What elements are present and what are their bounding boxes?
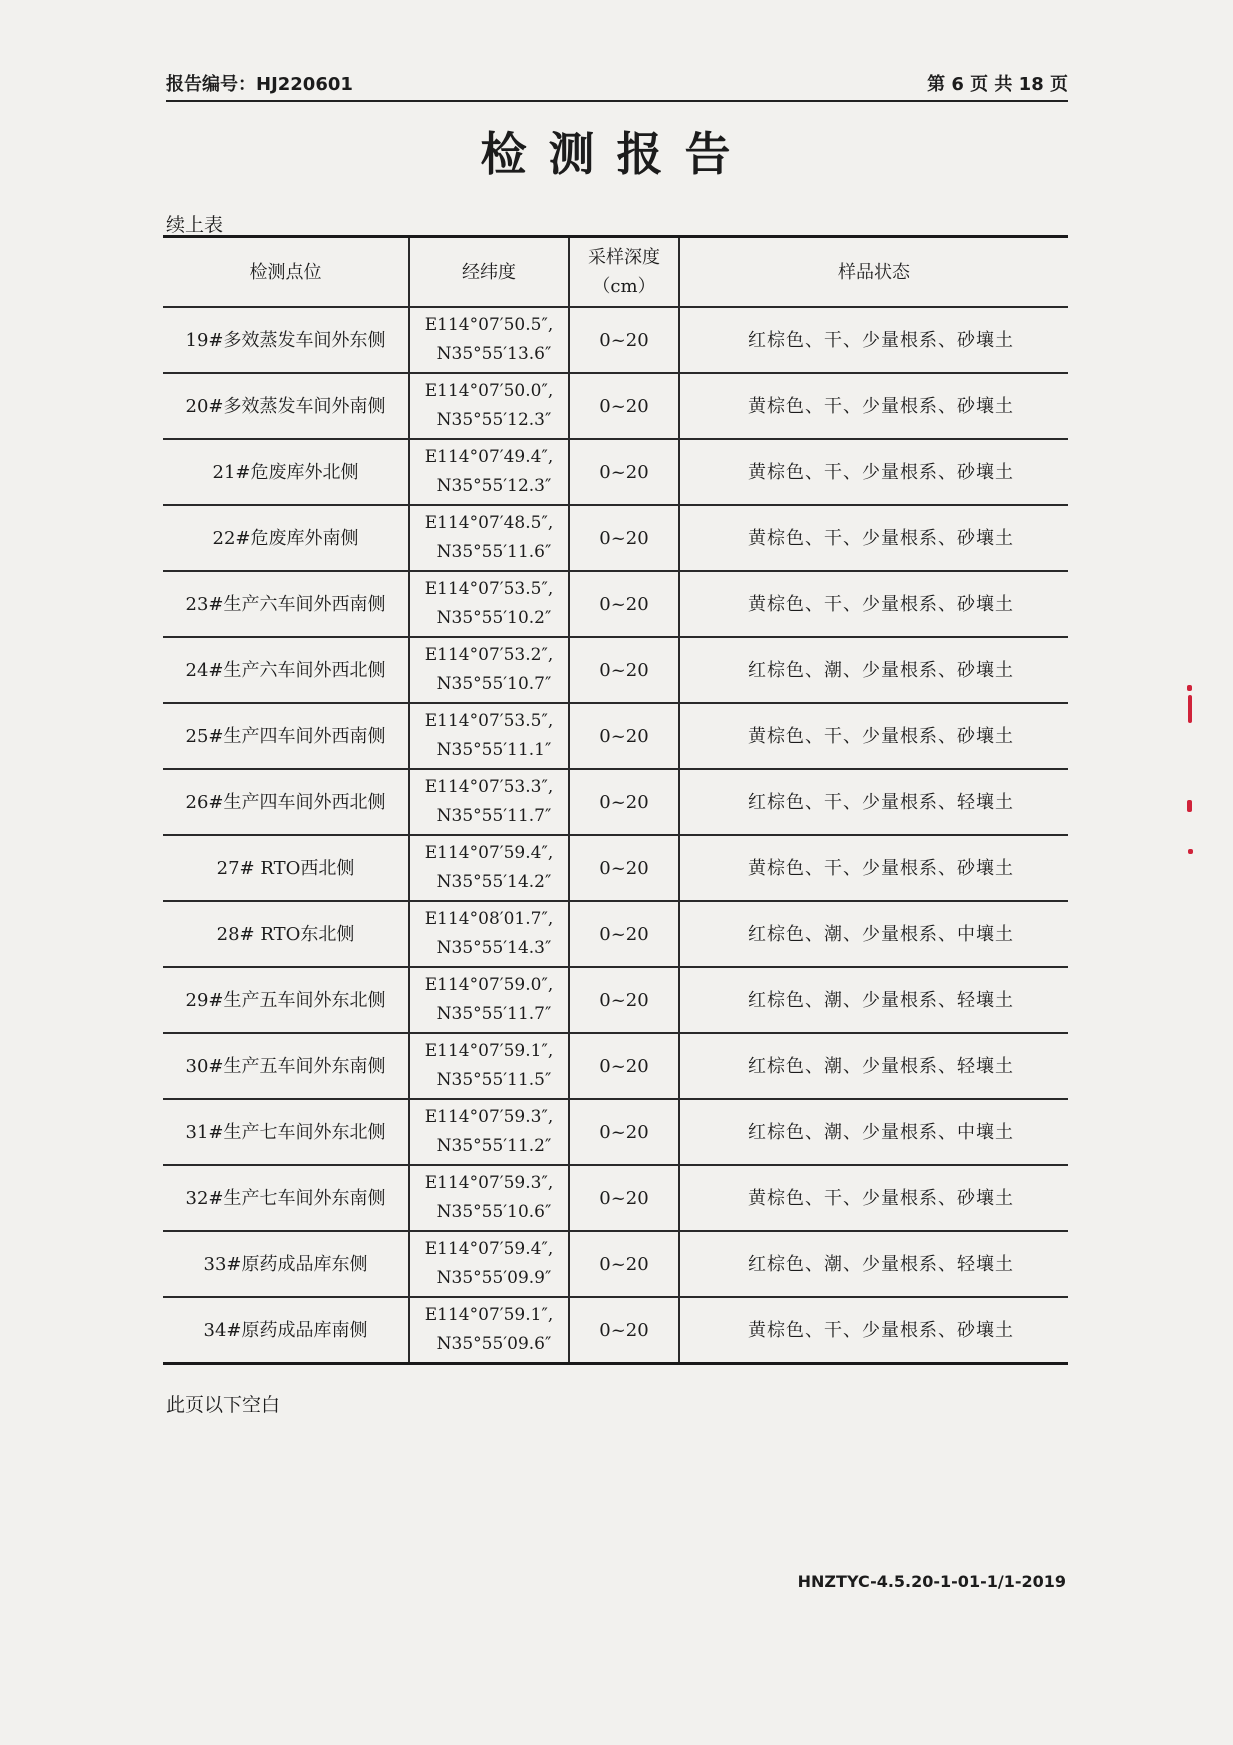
table-row — [163, 901, 1068, 967]
cell-sampling-point: 34#原药成品库南侧 — [163, 1297, 409, 1364]
cell-sampling-depth: 0~20 — [569, 1231, 679, 1297]
cell-sampling-point: 33#原药成品库东侧 — [163, 1231, 409, 1297]
cell-sampling-depth: 0~20 — [569, 571, 679, 637]
table-row — [163, 505, 1068, 571]
cell-sample-state: 黄棕色、干、少量根系、砂壤土 — [679, 439, 1068, 505]
cell-sampling-point: 27# RTO西北侧 — [163, 835, 409, 901]
table-header-row — [163, 237, 1068, 308]
cell-sampling-depth: 0~20 — [569, 1033, 679, 1099]
longitude: E114°07′53.2″, — [424, 645, 554, 665]
longitude: E114°07′53.5″, — [424, 579, 554, 599]
cell-sample-state: 黄棕色、干、少量根系、砂壤土 — [679, 571, 1068, 637]
cell-sample-state: 红棕色、干、少量根系、砂壤土 — [679, 307, 1068, 373]
stamp-edge-mark — [1188, 695, 1192, 723]
longitude: E114°07′59.3″, — [424, 1173, 554, 1193]
longitude: E114°07′59.0″, — [424, 975, 554, 995]
blank-below-note: 此页以下空白 — [166, 1394, 281, 1416]
continued-label: 续上表 — [166, 214, 224, 236]
latitude: N35°55′11.7″ — [436, 806, 552, 826]
page-title: 检测报告 — [480, 127, 753, 181]
longitude: E114°07′48.5″, — [424, 513, 554, 533]
longitude: E114°07′59.1″, — [424, 1305, 554, 1325]
latitude: N35°55′11.7″ — [436, 1004, 552, 1024]
cell-sampling-point: 28# RTO东北侧 — [163, 901, 409, 967]
cell-coordinates — [409, 1297, 569, 1364]
cell-sample-state: 黄棕色、干、少量根系、砂壤土 — [679, 1297, 1068, 1364]
cell-sampling-depth: 0~20 — [569, 703, 679, 769]
longitude: E114°07′53.3″, — [424, 777, 554, 797]
cell-sampling-point: 19#多效蒸发车间外东侧 — [163, 307, 409, 373]
longitude: E114°07′59.4″, — [424, 1239, 554, 1259]
cell-sample-state: 红棕色、潮、少量根系、中壤土 — [679, 901, 1068, 967]
cell-sample-state: 黄棕色、干、少量根系、砂壤土 — [679, 505, 1068, 571]
cell-sampling-point: 20#多效蒸发车间外南侧 — [163, 373, 409, 439]
cell-sample-state: 红棕色、潮、少量根系、砂壤土 — [679, 637, 1068, 703]
table-row — [163, 307, 1068, 373]
table-row — [163, 637, 1068, 703]
longitude: E114°07′50.5″, — [424, 315, 554, 335]
cell-coordinates — [409, 439, 569, 505]
table-row — [163, 1297, 1068, 1364]
longitude: E114°07′59.1″, — [424, 1041, 554, 1061]
cell-sample-state: 红棕色、潮、少量根系、轻壤土 — [679, 1033, 1068, 1099]
cell-sampling-depth: 0~20 — [569, 1297, 679, 1364]
cell-coordinates — [409, 373, 569, 439]
cell-coordinates — [409, 1165, 569, 1231]
cell-sampling-point: 32#生产七车间外东南侧 — [163, 1165, 409, 1231]
column-header-coords: 经纬度 — [409, 237, 569, 308]
cell-sampling-depth: 0~20 — [569, 637, 679, 703]
table-row — [163, 967, 1068, 1033]
latitude: N35°55′10.6″ — [436, 1202, 552, 1222]
stamp-edge-mark — [1187, 685, 1192, 691]
cell-sampling-depth: 0~20 — [569, 901, 679, 967]
column-header-depth — [569, 237, 679, 308]
longitude: E114°08′01.7″, — [424, 909, 554, 929]
cell-sample-state: 红棕色、干、少量根系、轻壤土 — [679, 769, 1068, 835]
latitude: N35°55′12.3″ — [436, 476, 552, 496]
latitude: N35°55′11.2″ — [436, 1136, 552, 1156]
cell-coordinates — [409, 967, 569, 1033]
latitude: N35°55′11.6″ — [436, 542, 552, 562]
cell-coordinates — [409, 835, 569, 901]
cell-sampling-point: 25#生产四车间外西南侧 — [163, 703, 409, 769]
table-row — [163, 373, 1068, 439]
cell-sampling-point: 24#生产六车间外西北侧 — [163, 637, 409, 703]
table-row — [163, 835, 1068, 901]
cell-sampling-point: 29#生产五车间外东北侧 — [163, 967, 409, 1033]
cell-coordinates — [409, 769, 569, 835]
cell-sampling-depth: 0~20 — [569, 1165, 679, 1231]
cell-sampling-depth: 0~20 — [569, 505, 679, 571]
cell-sampling-point: 23#生产六车间外西南侧 — [163, 571, 409, 637]
cell-coordinates — [409, 703, 569, 769]
latitude: N35°55′13.6″ — [436, 344, 552, 364]
cell-sampling-depth: 0~20 — [569, 373, 679, 439]
cell-sampling-point: 30#生产五车间外东南侧 — [163, 1033, 409, 1099]
cell-sampling-depth: 0~20 — [569, 769, 679, 835]
cell-sample-state: 黄棕色、干、少量根系、砂壤土 — [679, 703, 1068, 769]
cell-sampling-depth: 0~20 — [569, 1099, 679, 1165]
latitude: N35°55′11.5″ — [436, 1070, 552, 1090]
table-row — [163, 1033, 1068, 1099]
table-row — [163, 1165, 1068, 1231]
page-info: 第 6 页 共 18 页 — [927, 74, 1068, 95]
sampling-table — [163, 235, 1068, 1365]
cell-coordinates — [409, 1231, 569, 1297]
depth-header-unit: （cm） — [592, 276, 656, 297]
latitude: N35°55′10.7″ — [436, 674, 552, 694]
cell-sample-state: 黄棕色、干、少量根系、砂壤土 — [679, 373, 1068, 439]
longitude: E114°07′59.4″, — [424, 843, 554, 863]
latitude: N35°55′14.3″ — [436, 938, 552, 958]
cell-coordinates — [409, 637, 569, 703]
longitude: E114°07′59.3″, — [424, 1107, 554, 1127]
cell-sample-state: 红棕色、潮、少量根系、轻壤土 — [679, 1231, 1068, 1297]
cell-coordinates — [409, 1099, 569, 1165]
latitude: N35°55′09.9″ — [436, 1268, 552, 1288]
table-row — [163, 703, 1068, 769]
longitude: E114°07′50.0″, — [424, 381, 554, 401]
cell-coordinates — [409, 307, 569, 373]
document-code: HNZTYC-4.5.20-1-01-1/1-2019 — [797, 1572, 1066, 1591]
cell-sample-state: 黄棕色、干、少量根系、砂壤土 — [679, 835, 1068, 901]
cell-coordinates — [409, 901, 569, 967]
cell-sample-state: 红棕色、潮、少量根系、中壤土 — [679, 1099, 1068, 1165]
column-header-state: 样品状态 — [679, 237, 1068, 308]
page-header — [166, 66, 1068, 102]
latitude: N35°55′09.6″ — [436, 1334, 552, 1354]
cell-sampling-point: 21#危废库外北侧 — [163, 439, 409, 505]
cell-sample-state: 红棕色、潮、少量根系、轻壤土 — [679, 967, 1068, 1033]
cell-sampling-point: 31#生产七车间外东北侧 — [163, 1099, 409, 1165]
stamp-edge-mark — [1187, 800, 1192, 812]
stamp-edge-mark — [1188, 849, 1193, 854]
table-row — [163, 571, 1068, 637]
table-row — [163, 1231, 1068, 1297]
cell-sampling-depth: 0~20 — [569, 307, 679, 373]
cell-coordinates — [409, 505, 569, 571]
cell-sample-state: 黄棕色、干、少量根系、砂壤土 — [679, 1165, 1068, 1231]
cell-coordinates — [409, 571, 569, 637]
longitude: E114°07′49.4″, — [424, 447, 554, 467]
table-row — [163, 769, 1068, 835]
table-body — [163, 307, 1068, 1364]
cell-coordinates — [409, 1033, 569, 1099]
longitude: E114°07′53.5″, — [424, 711, 554, 731]
cell-sampling-depth: 0~20 — [569, 439, 679, 505]
cell-sampling-point: 22#危废库外南侧 — [163, 505, 409, 571]
column-header-point: 检测点位 — [163, 237, 409, 308]
depth-header-label: 采样深度 — [588, 247, 660, 268]
cell-sampling-depth: 0~20 — [569, 967, 679, 1033]
cell-sampling-depth: 0~20 — [569, 835, 679, 901]
latitude: N35°55′10.2″ — [436, 608, 552, 628]
report-number: 报告编号：HJ220601 — [166, 74, 353, 95]
cell-sampling-point: 26#生产四车间外西北侧 — [163, 769, 409, 835]
latitude: N35°55′14.2″ — [436, 872, 552, 892]
table-row — [163, 439, 1068, 505]
table-row — [163, 1099, 1068, 1165]
latitude: N35°55′11.1″ — [436, 740, 552, 760]
latitude: N35°55′12.3″ — [436, 410, 552, 430]
